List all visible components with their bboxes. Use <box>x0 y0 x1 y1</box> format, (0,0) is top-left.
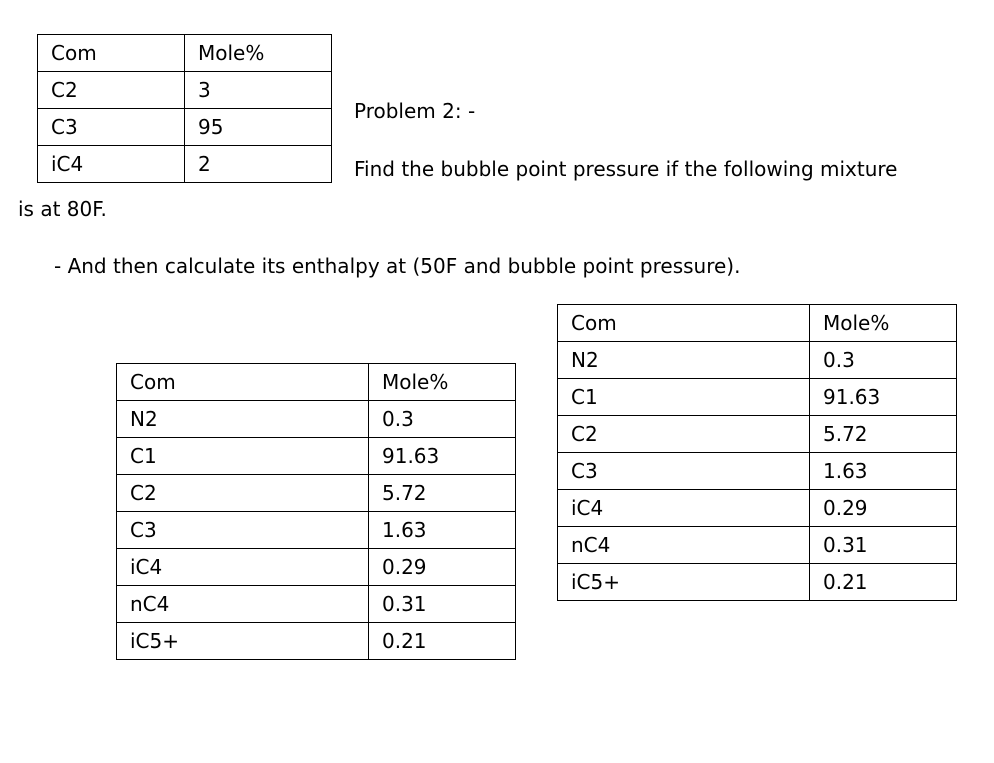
mole-percent-cell: 0.31 <box>810 527 957 564</box>
problem-statement-line-2: is at 80F. <box>18 197 107 221</box>
component-cell: iC4 <box>117 549 369 586</box>
header-cell-mole-percent: Mole% <box>185 35 332 72</box>
table-row <box>38 109 332 146</box>
table-row <box>117 623 516 660</box>
problem-title: Problem 2: - <box>354 99 476 123</box>
mole-percent-cell: 91.63 <box>369 438 516 475</box>
mole-percent-cell: 5.72 <box>810 416 957 453</box>
component-cell: N2 <box>117 401 369 438</box>
table-row <box>558 453 957 490</box>
table-row <box>117 475 516 512</box>
table-row <box>117 438 516 475</box>
table-row <box>558 379 957 416</box>
component-cell: C3 <box>38 109 185 146</box>
composition-table-right <box>557 304 957 601</box>
mole-percent-cell: 0.3 <box>810 342 957 379</box>
component-cell: N2 <box>558 342 810 379</box>
table-row <box>38 146 332 183</box>
component-cell: nC4 <box>558 527 810 564</box>
component-cell: C1 <box>558 379 810 416</box>
component-cell: iC5+ <box>558 564 810 601</box>
table-row <box>558 416 957 453</box>
component-cell: C2 <box>117 475 369 512</box>
header-cell-mole-percent: Mole% <box>810 305 957 342</box>
table-row <box>117 512 516 549</box>
mole-percent-cell: 0.3 <box>369 401 516 438</box>
mole-percent-cell: 3 <box>185 72 332 109</box>
mole-percent-cell: 1.63 <box>810 453 957 490</box>
problem-statement-line-3: - And then calculate its enthalpy at (50F and bubble point pressure). <box>54 254 741 278</box>
mole-percent-cell: 5.72 <box>369 475 516 512</box>
component-cell: C2 <box>38 72 185 109</box>
table-row <box>38 72 332 109</box>
component-cell: iC5+ <box>117 623 369 660</box>
component-cell: iC4 <box>558 490 810 527</box>
table-row <box>117 549 516 586</box>
mole-percent-cell: 2 <box>185 146 332 183</box>
mole-percent-cell: 0.21 <box>369 623 516 660</box>
header-cell-mole-percent: Mole% <box>369 364 516 401</box>
table-header-row <box>38 35 332 72</box>
header-cell-component: Com <box>117 364 369 401</box>
mole-percent-cell: 0.29 <box>810 490 957 527</box>
mole-percent-cell: 91.63 <box>810 379 957 416</box>
composition-table-small <box>37 34 332 183</box>
mole-percent-cell: 0.29 <box>369 549 516 586</box>
composition-table-left <box>116 363 516 660</box>
component-cell: C2 <box>558 416 810 453</box>
table-row <box>558 490 957 527</box>
header-cell-component: Com <box>558 305 810 342</box>
mole-percent-cell: 1.63 <box>369 512 516 549</box>
component-cell: C3 <box>558 453 810 490</box>
table-header-row <box>117 364 516 401</box>
table-row <box>117 586 516 623</box>
table-row <box>117 401 516 438</box>
table-header-row <box>558 305 957 342</box>
table-row <box>558 564 957 601</box>
mole-percent-cell: 0.31 <box>369 586 516 623</box>
component-cell: nC4 <box>117 586 369 623</box>
problem-statement-line-1: Find the bubble point pressure if the following mixture <box>354 157 898 181</box>
component-cell: C3 <box>117 512 369 549</box>
mole-percent-cell: 95 <box>185 109 332 146</box>
mole-percent-cell: 0.21 <box>810 564 957 601</box>
component-cell: iC4 <box>38 146 185 183</box>
table-row <box>558 527 957 564</box>
table-row <box>558 342 957 379</box>
header-cell-component: Com <box>38 35 185 72</box>
component-cell: C1 <box>117 438 369 475</box>
